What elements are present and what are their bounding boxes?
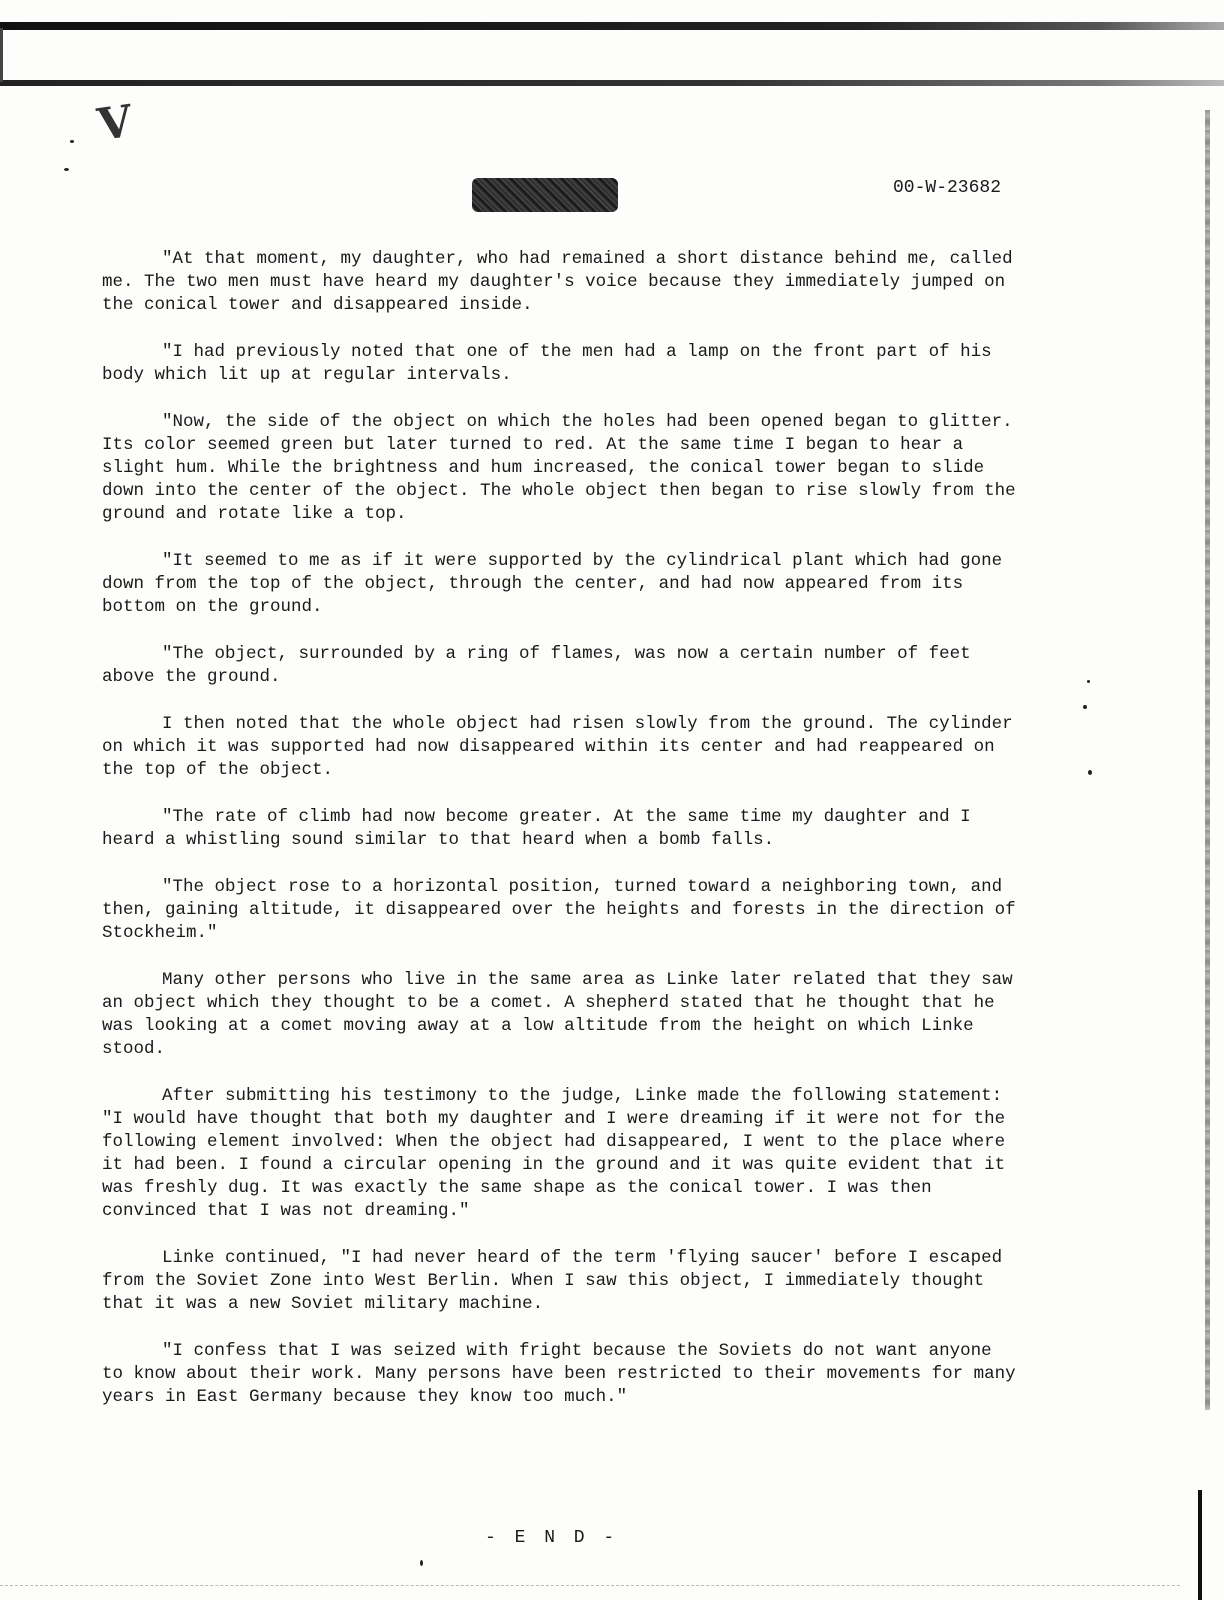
scan-speck xyxy=(1083,705,1087,709)
scan-speck xyxy=(70,140,74,143)
paragraph: Many other persons who live in the same area as Linke later related that they saw an object which they thought to be a comet. A shepherd stated that he thought that he was looking at a comet moving away at a low altitude from the height on which Linke stood. xyxy=(102,970,1013,1059)
redacted-classification-stamp xyxy=(472,178,618,212)
scan-edge-right xyxy=(1205,110,1210,1410)
document-number: 00-W-23682 xyxy=(893,178,1002,198)
paragraph: "The rate of climb had now become greater. At the same time my daughter and I heard a whistling sound similar to that heard when a bomb falls. xyxy=(102,807,971,850)
scan-edge-left xyxy=(0,28,3,82)
scan-speck xyxy=(1087,680,1090,683)
paragraph: "The object rose to a horizontal position, turned toward a neighboring town, and then, gaining altitude, it disappeared over the heights and forests in the direction of Stockheim." xyxy=(102,877,1016,943)
scan-speck xyxy=(1088,770,1092,775)
paragraph: "The object, surrounded by a ring of flames, was now a certain number of feet above the ground. xyxy=(102,644,971,687)
scan-border-top xyxy=(0,22,1224,30)
paragraph: "It seemed to me as if it were supported by the cylindrical plant which had gone down from the top of the object, through the center, and had now appeared from its bottom on the ground. xyxy=(102,551,1003,617)
handwritten-check-mark: V xyxy=(94,95,136,152)
scan-border-second xyxy=(0,80,1224,86)
scan-speck xyxy=(420,1560,423,1566)
end-mark: - E N D - xyxy=(485,1528,619,1548)
paragraph: Linke continued, "I had never heard of the term 'flying saucer' before I escaped from the Soviet Zone into West Berlin. When I saw this object, I immediately thought that it was a new Soviet military machine. xyxy=(102,1248,1003,1314)
paragraph: "I had previously noted that one of the men had a lamp on the front part of his body which lit up at regular intervals. xyxy=(102,342,992,385)
paragraph: "Now, the side of the object on which the holes had been opened began to glitter. Its color seemed green but later turned to red. At the same time I began to hear a slight hum. While the brightness and hum increased, the conical tower began to slide down into the center of the object. The whole object then began to rise slowly from the ground and rotate like a top. xyxy=(102,412,1016,524)
scan-speck xyxy=(64,168,69,171)
scan-footer-line xyxy=(0,1585,1180,1587)
paragraph: I then noted that the whole object had risen slowly from the ground. The cylinder on which it was supported had now disappeared within its center and had reappeared on the top of the object. xyxy=(102,714,1013,780)
paragraph: "At that moment, my daughter, who had remained a short distance behind me, called me. The two men must have heard my daughter's voice because they immediately jumped on the conical tower and disappeared inside. xyxy=(102,249,1013,315)
paragraph: "I confess that I was seized with fright because the Soviets do not want anyone to know about their work. Many persons have been restricted to their movements for many years in East Germany because they know too much." xyxy=(102,1341,1016,1407)
scan-bracket-right xyxy=(1198,1490,1210,1600)
paragraph: After submitting his testimony to the judge, Linke made the following statement: "I would have thought that both my daughter and I were dreaming if it were not for the following element involved: When the object had disappeared, I went to the place where it had been. I found a circular opening in the ground and it was quite evident that it was freshly dug. It was exactly the same shape as the conical tower. I was then convinced that I was not dreaming." xyxy=(102,1086,1006,1221)
document-body xyxy=(102,248,1022,1433)
